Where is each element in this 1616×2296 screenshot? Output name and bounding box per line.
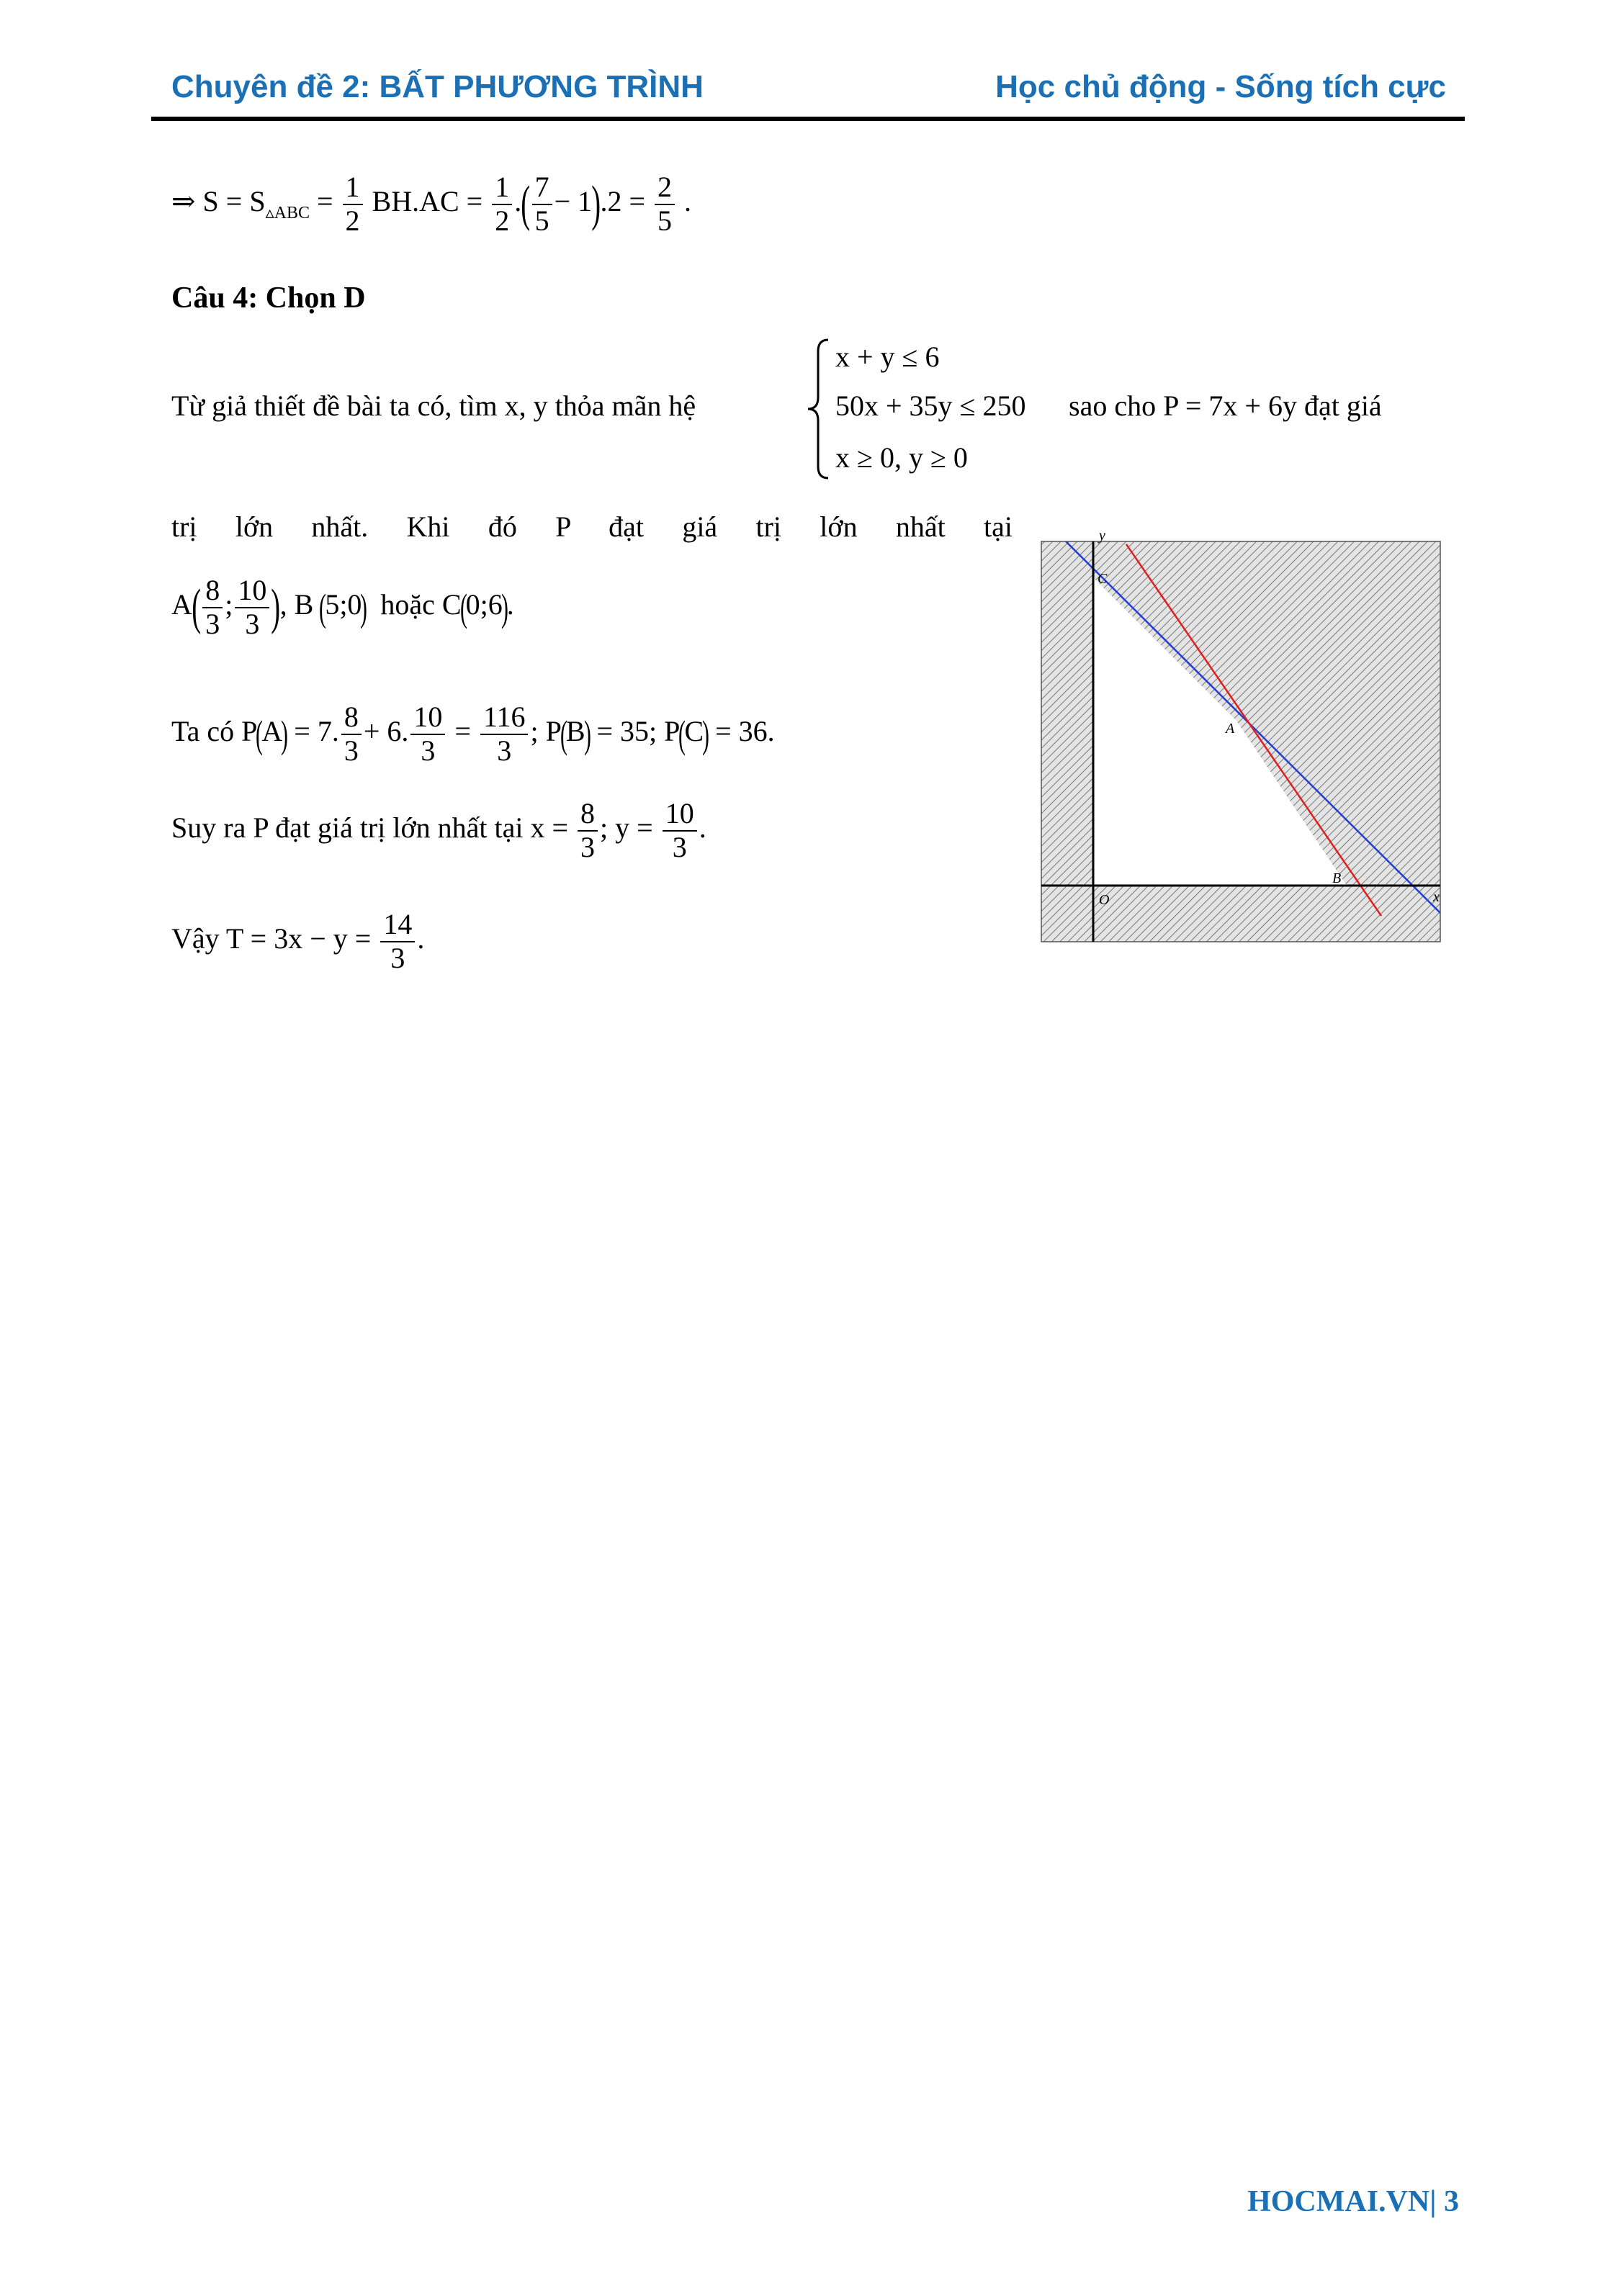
triangle-subscript: ▵ABC bbox=[265, 203, 310, 222]
frac-10-3: $\frac{10}{3}$ bbox=[410, 701, 445, 767]
point-c-coords: 0;6 bbox=[465, 587, 503, 621]
point-c-label: hoặc C bbox=[380, 587, 462, 621]
system-intro: Từ giả thiết đề bài ta có, tìm x, y thỏa mãn hệ bbox=[171, 390, 696, 422]
max-value-text: trị lớn nhất. Khi đó P đạt giá trị lớn nhất tại bbox=[171, 510, 1013, 543]
system-inequality-2: 50x + 35y ≤ 250 bbox=[835, 390, 1026, 422]
evaluation-line: Ta có P(A) = 7. $\frac{8}{3}$ + 6. $\frac{10}{3}$ = $\frac{116}{3}$ ; P(B) = 35; P(C) = 36. bbox=[171, 701, 775, 767]
x-value: $\frac{8}{3}$ bbox=[578, 798, 598, 864]
page-footer: HOCMAI.VN| 3 bbox=[1247, 2185, 1459, 2218]
t-value: $\frac{14}{3}$ bbox=[380, 909, 415, 975]
header-divider bbox=[151, 117, 1465, 121]
area-lhs: S = S bbox=[202, 184, 266, 217]
point-a-graph-label: A bbox=[1226, 721, 1235, 737]
fraction-half: $\frac{1}{2}$ bbox=[343, 171, 363, 238]
objective-text: sao cho P = 7x + 6y đạt giá bbox=[1069, 390, 1382, 422]
point-a-label: A bbox=[171, 587, 192, 621]
frac-8-3: $\frac{8}{3}$ bbox=[341, 701, 362, 767]
implies-symbol: ⇒ bbox=[171, 184, 196, 217]
point-b-coords: 5;0 bbox=[325, 587, 362, 621]
y-value: $\frac{10}{3}$ bbox=[663, 798, 697, 864]
conclusion-line: Suy ra P đạt giá trị lớn nhất tại x = $\frac{8}{3}$ ; y = $\frac{10}{3}$ . bbox=[171, 797, 706, 863]
times-two: .2 = bbox=[600, 184, 645, 217]
feasible-region-graph bbox=[1037, 524, 1447, 951]
origin-label: O bbox=[1099, 892, 1110, 908]
point-b-label: , B bbox=[279, 587, 314, 621]
point-a-y: $\frac{10}{3}$ bbox=[235, 575, 269, 641]
final-answer-line: Vậy T = 3x − y = $\frac{14}{3}$ . bbox=[171, 908, 425, 974]
system-brace bbox=[805, 337, 834, 485]
fraction-half-2: $\frac{1}{2}$ bbox=[492, 171, 512, 238]
system-inequality-1: x + y ≤ 6 bbox=[835, 341, 940, 373]
system-inequality-3: x ≥ 0, y ≥ 0 bbox=[835, 441, 968, 474]
bh-ac-text: BH.AC = bbox=[372, 184, 483, 217]
header-slogan: Học chủ động - Sống tích cực bbox=[995, 69, 1446, 104]
header-chapter-title: Chuyên đề 2: BẤT PHƯƠNG TRÌNH bbox=[171, 69, 704, 104]
area-formula-line: ⇒ $S = S_{▵ABC}$ = $\frac{1}{2}$ BH.AC = $\frac{1}{2}$ .( $\frac{7}{5}$ − 1).2 = $\frac{2}{5}$ . bbox=[171, 171, 691, 237]
fraction-seven-fifths: $\frac{7}{5}$ bbox=[532, 171, 552, 238]
frac-116-3: $\frac{116}{3}$ bbox=[480, 701, 529, 767]
fraction-result: $\frac{2}{5}$ bbox=[655, 171, 675, 238]
point-c-graph-label: C bbox=[1097, 571, 1108, 587]
point-b-graph-label: B bbox=[1332, 870, 1342, 886]
point-a-x: $\frac{8}{3}$ bbox=[202, 575, 223, 641]
x-axis-label: x bbox=[1433, 889, 1440, 905]
question-4-heading: Câu 4: Chọn D bbox=[171, 282, 366, 315]
y-axis-label: y bbox=[1099, 528, 1105, 544]
equals: = bbox=[316, 184, 333, 217]
vertices-line: A( $\frac{8}{3}$ ; $\frac{10}{3}$ ), B (5;0) hoặc C(0;6). bbox=[171, 574, 514, 640]
